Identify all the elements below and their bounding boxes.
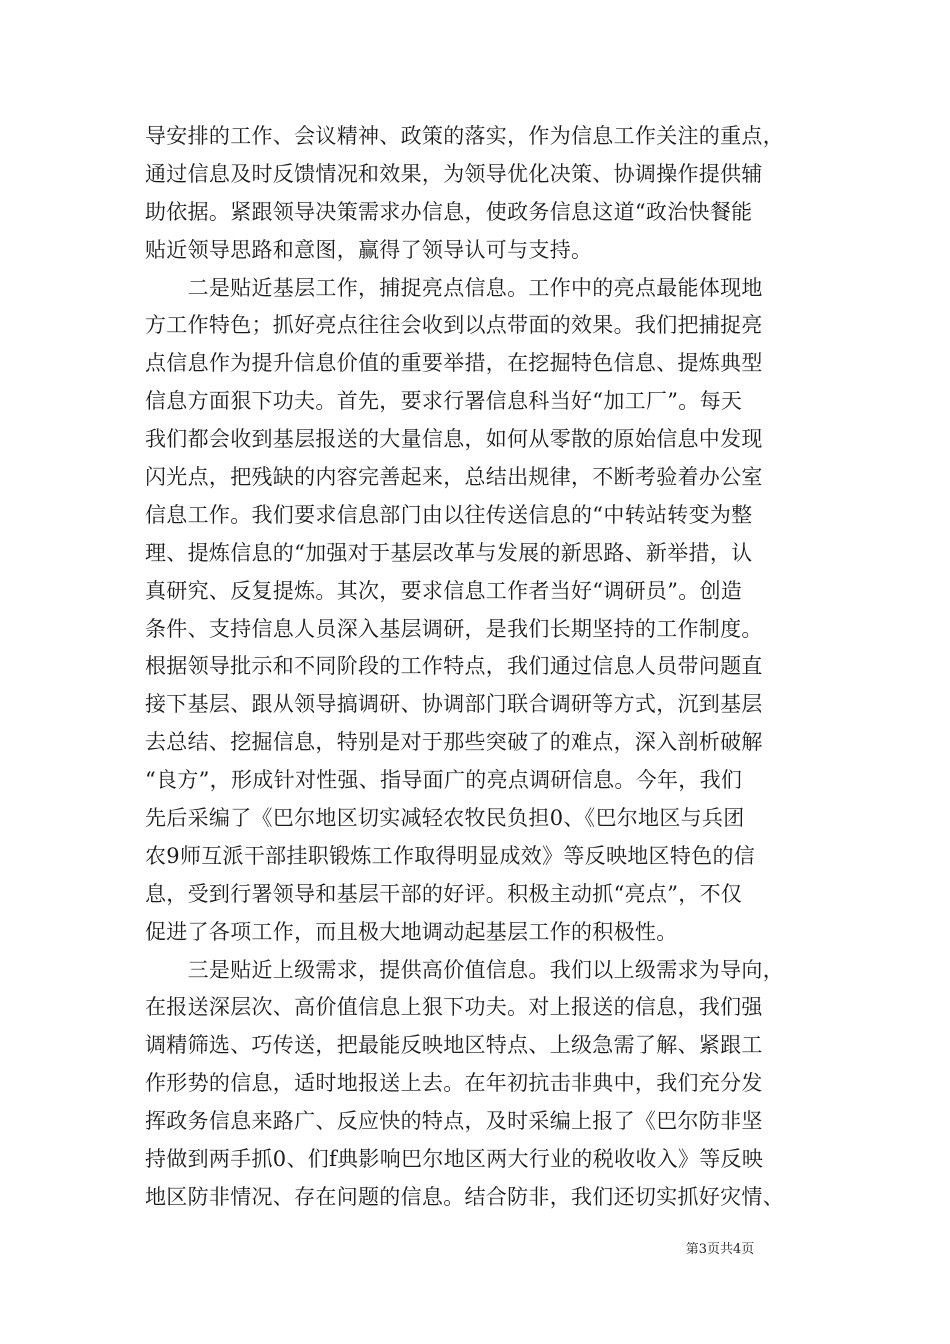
text-line: 调精筛选、巧传送，把最能反映地区特点、上级急需了解、紧跟工 <box>145 1033 763 1058</box>
text-line: 真研究、反复提炼。其次，要求信息工作者当好“调研员”。创造 <box>145 578 743 603</box>
text-line: 作形势的信息，适时地报送上去。在年初抗击非典中，我们充分发 <box>145 1071 763 1096</box>
text-line: 方工作特色；抓好亮点往往会收到以点带面的效果。我们把捕捉亮 <box>145 313 763 338</box>
body-text <box>145 118 815 1217</box>
text-line: 点信息作为提升信息价值的重要举措，在挖掘特色信息、提炼典型 <box>145 351 763 376</box>
text-line: 挥政务信息来路广、反应快的特点，及时采编上报了《巴尔防非坚 <box>145 1109 763 1134</box>
text-line: 理、提炼信息的“加强对于基层改革与发展的新思路、新举措，认 <box>145 540 753 565</box>
page-footer <box>0 1238 950 1257</box>
text-line: 助依据。紧跟领导决策需求办信息，使政务信息这道“政治快餐能 <box>145 199 753 224</box>
text-line: 持做到两手抓0、们f典影响巴尔地区两大行业的税收收入》等反映 <box>145 1147 764 1172</box>
text-line: 信息方面狠下功夫。首先，要求行署信息科当好“加工厂”。每天 <box>145 389 743 414</box>
text-line: “良方”，形成针对性强、指导面广的亮点调研信息。今年，我们 <box>145 768 743 793</box>
text-line: 促进了各项工作，而且极大地调动起基层工作的积极性。 <box>145 919 678 944</box>
text-line: 我们都会收到基层报送的大量信息，如何从零散的原始信息中发现 <box>145 427 763 452</box>
paragraph-start-line: 三是贴近上级需求，提供高价值信息。我们以上级需求为导向， <box>145 957 784 982</box>
text-line: 通过信息及时反馈情况和效果，为领导优化决策、协调操作提供辅 <box>145 161 763 186</box>
text-line: 去总结、挖掘信息，特别是对于那些突破了的难点，深入剖析破解 <box>145 730 763 755</box>
text-line: 条件、支持信息人员深入基层调研，是我们长期坚持的工作制度。 <box>145 616 763 641</box>
text-line: 先后采编了《巴尔地区切实减轻农牧民负担0、《巴尔地区与兵团 <box>145 806 745 831</box>
text-line: 农9师互派干部挂职锻炼工作取得明显成效》等反映地区特色的信 <box>145 843 756 868</box>
text-line: 导安排的工作、会议精神、政策的落实，作为信息工作关注的重点， <box>145 124 784 148</box>
text-line: 地区防非情况、存在问题的信息。结合防非，我们还切实抓好灾情、 <box>145 1184 784 1209</box>
paragraph-start-line: 二是贴近基层工作，捕捉亮点信息。工作中的亮点最能体现地 <box>145 275 763 300</box>
text-line: 信息工作。我们要求信息部门由以往传送信息的“中转站转变为整 <box>145 502 753 527</box>
text-line: 闪光点，把残缺的内容完善起来，总结出规律，不断考验着办公室 <box>145 465 763 490</box>
text-line: 根据领导批示和不同阶段的工作特点，我们通过信息人员带问题直 <box>145 654 763 679</box>
page-number: 第3页共4页 <box>685 1242 755 1257</box>
text-line: 在报送深层次、高价值信息上狠下功夫。对上报送的信息，我们强 <box>145 995 763 1020</box>
text-line: 接下基层、跟从领导搞调研、协调部门联合调研等方式，沉到基层 <box>145 692 763 717</box>
text-line: 贴近领导思路和意图，赢得了领导认可与支持。 <box>145 237 593 262</box>
text-line: 息，受到行署领导和基层干部的好评。积极主动抓“亮点”，不仅 <box>145 881 743 906</box>
